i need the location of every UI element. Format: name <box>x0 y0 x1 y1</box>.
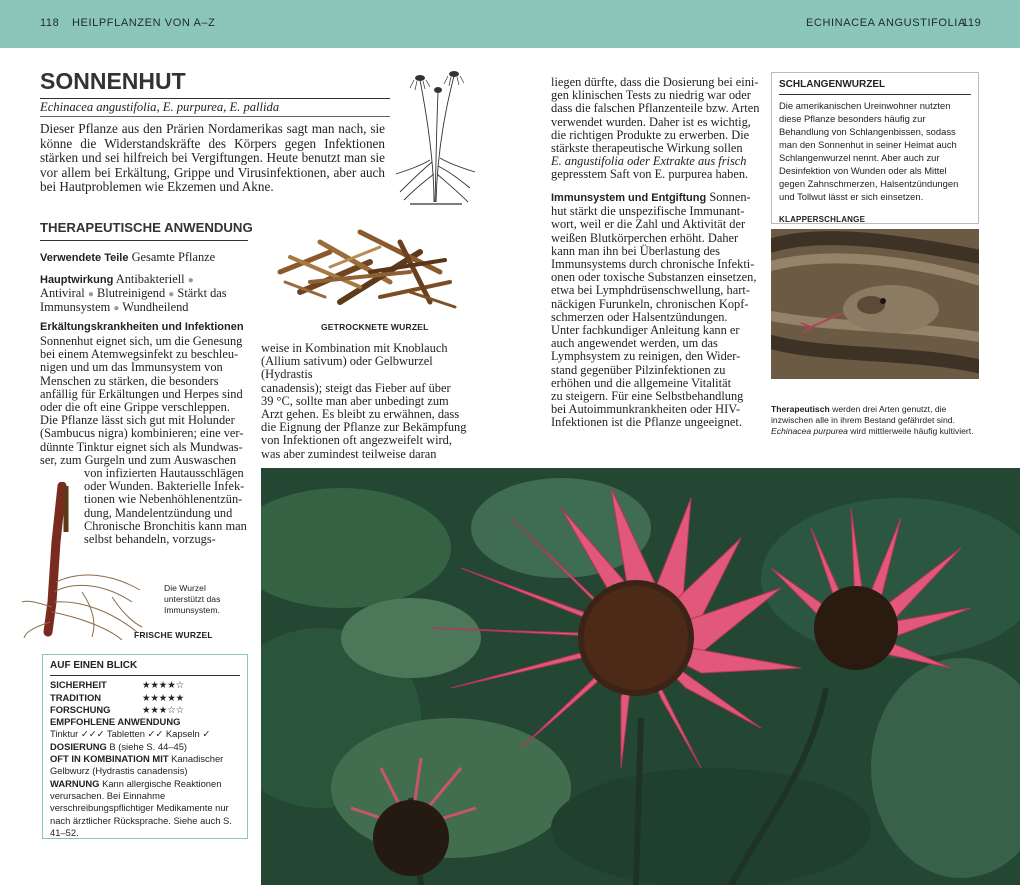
dried-root-label: GETROCKNETE WURZEL <box>321 322 429 332</box>
effect-item: Blutreinigend <box>97 286 166 301</box>
rating-stars: ★★★★★ <box>142 691 185 703</box>
caption-italic: Echinacea purpurea <box>771 426 848 436</box>
text-line: auch angewendet werden, um das <box>551 336 718 351</box>
sidebar-text: Die amerikanischen Ureinwohner nutzten diese Pflanze besonders häufig zur Behandlung von Schlangenbissen, sodass man den Sonnenhut in seiner Heimat auch Schlangenwurzel nennt. Aber auch zur Desinfektion von Wunden oder als Mittel gegen Zahnschmerzen, Halsentzündungen und Tollwut lässt er sich einsetzen. <box>779 100 959 202</box>
text-line: dass die falschen Pflanzenteile bzw. Arten <box>551 101 760 116</box>
warning <box>50 778 240 839</box>
text-line: Sonnen- <box>709 190 751 204</box>
text-line: Infektionen ist die Pflanze ungeeignet. <box>551 415 742 430</box>
combo-value: Kanadischer Gelbwurz (Hydrastis canadensis) <box>50 753 224 777</box>
rating-row <box>50 704 240 716</box>
text-line: Sonnenhut eignet sich, um die Genesung <box>40 334 243 348</box>
text-line: was aber zumindest teilweise daran <box>261 446 437 461</box>
rating-stars: ★★★★☆ <box>142 679 185 691</box>
text-line: kann man ihn bei Überlastung des <box>551 243 720 258</box>
text-line: stärkste therapeutische Wirkung sollen <box>551 141 743 156</box>
effect-item: Wundheilend <box>122 300 189 315</box>
root-note: Die Wurzel unterstützt das Immunsystem. <box>164 583 221 615</box>
colds-heading: Erkältungskrankheiten und Infektionen <box>40 321 244 333</box>
immune-heading: Immunsystem und Entgiftung <box>551 192 707 204</box>
used-parts <box>40 251 250 265</box>
text-line: oder die oft eine Grippe verschleppen. <box>40 400 230 415</box>
text-line: weise in Kombination mit Knoblauch <box>261 341 448 355</box>
right-section-title: ECHINACEA ANGUSTIFOLIA <box>806 17 966 29</box>
text-line: anfällig für Erkältungen und Herpes sind <box>40 386 243 401</box>
text-line: 39 °C, sollte man aber unbedingt zum <box>261 393 449 408</box>
rating-label: FORSCHUNG <box>50 703 111 715</box>
fresh-root-label: FRISCHE WURZEL <box>134 630 213 640</box>
page-header <box>0 0 1020 48</box>
text-line: von Infektionen oft angezweifelt wird, <box>261 433 452 448</box>
text-line: etwa bei Lymphdrüsenschwellung, hart- <box>551 283 750 298</box>
text-line: ser, zum Gurgeln und zum Auswaschen <box>40 452 237 467</box>
text-line: canadensis); steigt das Fieber auf über <box>261 380 451 395</box>
plant-drawing <box>390 62 480 208</box>
snakeroot-sidebar <box>771 72 979 224</box>
text-line: zu steigern. Für eine Selbstbehandlung <box>551 389 744 404</box>
dried-root-image <box>270 212 462 316</box>
text-line: stand gegenüber Pilzinfektionen zu <box>551 362 726 377</box>
text-line: verwendet wurden. Daher ist es wichtig, <box>551 114 751 129</box>
immune-text <box>551 191 766 430</box>
main-effect-label: Hauptwirkung <box>40 274 114 286</box>
therapy-rule <box>40 240 248 241</box>
fresh-root-image <box>22 482 162 642</box>
text-line: liegen dürfte, dass die Dosierung bei eini- <box>551 75 759 89</box>
at-a-glance-box <box>42 654 248 839</box>
rating-row <box>50 679 240 691</box>
left-page-number: 118 <box>40 17 60 29</box>
warning-label: WARNUNG <box>50 777 100 789</box>
text-line: dung, Mandelentzündung und <box>84 505 233 520</box>
dosage-value: B (siehe S. 44–45) <box>109 740 188 752</box>
effect-item: Stärkt das Immunsystem <box>40 286 227 315</box>
intro-text: Dieser Pflanze aus den Prärien Nordamerikas sagt man nach, sie könne die Widerstandskräfte des Körpers gegen Infektionen stärken und sei hilfreich bei Vergiftungen. Heute benutzt man sie vor allem bei Erkältung, Grippe und Virusinfektionen, aber auch bei Hautproblemen wie Ekzemen und Akne. <box>40 121 385 195</box>
rating-stars: ★★★☆☆ <box>142 703 185 715</box>
text-line: gepresstem Saft von E. purpurea haben. <box>551 167 749 182</box>
rating-label: TRADITION <box>50 691 102 703</box>
glance-title: AUF EINEN BLICK <box>50 660 240 676</box>
text-line: Unter fachkundiger Anleitung kann er <box>551 323 740 338</box>
used-parts-value: Gesamte Pflanze <box>131 250 216 264</box>
text-line: bei einem Atemwegsinfekt zu beschleu- <box>40 347 239 362</box>
text-line: selbst behandeln, vorzugs- <box>84 532 216 547</box>
text-line: erhöhen und die allgemeine Vitalität <box>551 375 732 390</box>
column-2-text <box>261 342 476 461</box>
latin-names: Echinacea angustifolia, E. purpurea, E. pallida <box>40 100 280 114</box>
used-parts-label: Verwendete Teile <box>40 252 129 264</box>
rating-row <box>50 692 240 704</box>
dosage-label: DOSIERUNG <box>50 740 107 752</box>
rating-label: SICHERHEIT <box>50 679 107 691</box>
text-line: oder Wunden. Bakterielle Infek- <box>84 479 245 494</box>
right-page-number: 119 <box>962 17 982 29</box>
snake-label: KLAPPERSCHLANGE <box>779 215 866 224</box>
recommended-value: Tinktur ✓✓✓ Tabletten ✓✓ Kapseln ✓ <box>50 728 211 740</box>
therapy-heading: THERAPEUTISCHE ANWENDUNG <box>40 220 253 235</box>
caption-text: werden drei Arten genutzt, die inzwischen alle in ihrem Bestand gefährdet sind. <box>771 404 955 425</box>
text-line: (Allium sativum) oder Gelbwurzel (Hydrastis <box>261 354 433 382</box>
recommended-label: EMPFOHLENE ANWENDUNG <box>50 716 181 728</box>
text-line: tionen wie Nebenhöhlenentzün- <box>84 492 243 507</box>
effect-item: Antibakteriell <box>115 272 185 286</box>
right-column-top-text <box>551 76 763 182</box>
text-line: Immunsystems durch chronische Infekti- <box>551 257 755 272</box>
sidebar-title: SCHLANGENWURZEL <box>779 78 971 95</box>
text-line: Chronische Bronchitis kann man <box>84 518 247 533</box>
combination <box>50 753 240 778</box>
photo-caption <box>771 404 981 437</box>
entry-title: SONNENHUT <box>40 68 186 94</box>
text-line: weißen Blutkörperchen erhöht. Daher <box>551 230 739 245</box>
left-section-title: HEILPFLANZEN VON A–Z <box>72 17 216 29</box>
text-line: (Sambucus nigra) kombinieren; eine ver- <box>40 426 244 441</box>
text-line: hut stärkt die unspezifische Immunant- <box>551 204 745 219</box>
main-effect: Hauptwirkung Antibakteriell ● Antiviral ● Blutreinigend ● Stärkt das Immunsystem ● Wundheilend <box>40 272 227 315</box>
combo-label: OFT IN KOMBINATION MIT <box>50 753 169 765</box>
text-line: Die Pflanze lässt sich gut mit Holunder <box>40 413 235 428</box>
text-line: schmerzen oder Halsentzündungen. <box>551 309 728 324</box>
text-line: von infizierten Hautausschlägen <box>84 466 244 481</box>
text-line: onen oder toxische Substanzen einsetzen, <box>551 270 757 285</box>
text-line: die richtigen Produkte zu erwerben. Die <box>551 127 750 142</box>
latin-rule <box>40 116 390 117</box>
rattlesnake-photo <box>771 229 979 379</box>
text-line: näckigen Furunkeln, chronischen Kopf- <box>551 296 749 311</box>
caption-bold: Therapeutisch <box>771 404 830 414</box>
dosage <box>50 741 240 753</box>
effect-item: Antiviral <box>40 286 85 301</box>
text-line: wort, weil er die Zahl und Aktivität der <box>551 217 746 232</box>
text-line: bei Autoimmunkrankheiten oder HIV- <box>551 402 741 417</box>
text-line: Lymphsystem zu reinigen, den Wider- <box>551 349 741 364</box>
title-rule <box>40 98 390 99</box>
text-line: Menschen zu stärken, die besonders <box>40 373 219 388</box>
text-line: gen klinischen Tests zu niedrig war oder <box>551 88 751 103</box>
text-line: dünnte Tinktur eignet sich als Mundwas- <box>40 439 243 454</box>
echinacea-photo <box>261 468 1020 885</box>
text-line: Arzt gehen. Es bleibt zu erwähnen, dass <box>261 407 460 422</box>
text-line: nigen und um das Immunsystem von <box>40 360 223 375</box>
warning-value: Kann allergische Reaktionen verursachen. Bei Einnahme verschreibungspflichtiger Medikamente nur nach ärztlicher Rücksprache. Siehe auch S. 41–52. <box>50 777 232 838</box>
caption-text: wird mittlerweile häufig kultiviert. <box>847 426 974 436</box>
text-line: E. angustifolia oder Extrakte aus frisch <box>551 154 747 169</box>
text-line: die Eignung der Pflanze zur Bekämpfung <box>261 420 467 435</box>
